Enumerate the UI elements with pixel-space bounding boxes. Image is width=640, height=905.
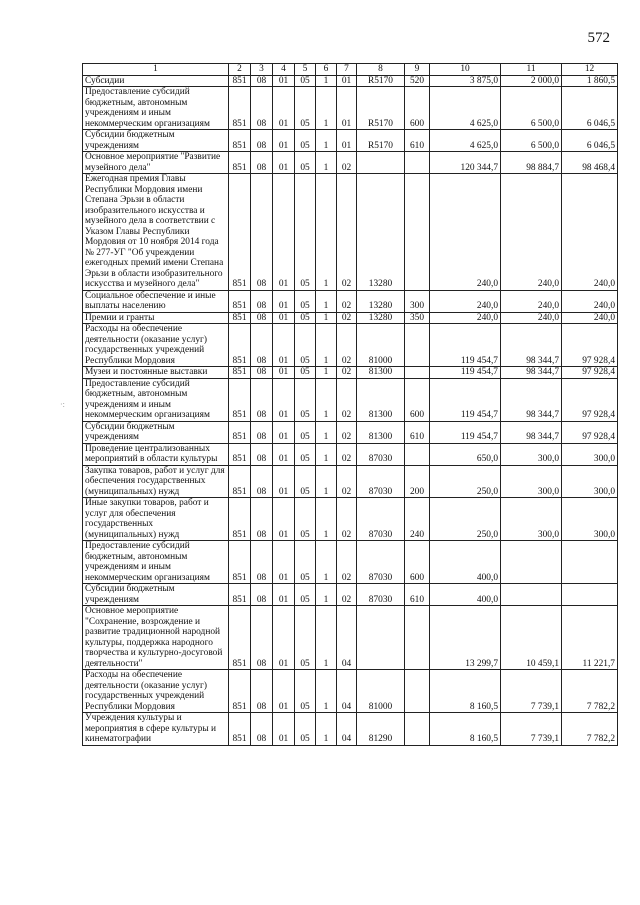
cell-col-4: 01	[273, 606, 295, 670]
cell-col-4: 01	[273, 75, 295, 87]
cell-col-4: 01	[273, 312, 295, 324]
cell-col-4: 01	[273, 443, 295, 465]
cell-col-11: 6 500,0	[501, 87, 562, 130]
table-row	[83, 130, 618, 152]
row-description: Основное мероприятие "Сохранение, возрождение и развитие традиционной народной культуры, поддержка народного творчества и культурно-досуговой деятельности"	[83, 606, 229, 670]
cell-col-11: 98 884,7	[501, 152, 562, 174]
cell-col-9: 610	[405, 584, 430, 606]
cell-col-9	[405, 443, 430, 465]
cell-col-7: 04	[337, 606, 357, 670]
cell-col-8: R5170	[357, 130, 405, 152]
cell-col-10: 119 454,7	[430, 324, 501, 367]
table-row	[83, 421, 618, 443]
cell-col-8: R5170	[357, 75, 405, 87]
cell-col-12: 300,0	[562, 443, 618, 465]
cell-col-7: 02	[337, 541, 357, 584]
cell-col-9: 240	[405, 498, 430, 541]
column-header: 3	[251, 64, 273, 76]
cell-col-8: 81000	[357, 670, 405, 713]
cell-col-8: 13280	[357, 290, 405, 312]
cell-col-6: 1	[316, 290, 337, 312]
cell-col-6: 1	[316, 670, 337, 713]
cell-col-6: 1	[316, 367, 337, 379]
cell-col-11: 7 739,1	[501, 670, 562, 713]
cell-col-9: 600	[405, 541, 430, 584]
row-description: Основное мероприятие "Развитие музейного дела"	[83, 152, 229, 174]
cell-col-5: 05	[295, 670, 316, 713]
cell-col-8: 81300	[357, 367, 405, 379]
cell-col-8: 81300	[357, 378, 405, 421]
row-description: Субсидии бюджетным учреждениям	[83, 421, 229, 443]
table-row	[83, 290, 618, 312]
cell-col-6: 1	[316, 75, 337, 87]
page-number: 572	[587, 30, 610, 46]
table-row	[83, 87, 618, 130]
row-description: Иные закупки товаров, работ и услуг для обеспечения государственных (муниципальных) нужд	[83, 498, 229, 541]
cell-col-5: 05	[295, 324, 316, 367]
cell-col-8: 81000	[357, 324, 405, 367]
column-header: 1	[83, 64, 229, 76]
scan-artifact: ·:	[60, 400, 65, 409]
cell-col-12: 97 928,4	[562, 421, 618, 443]
row-description: Предоставление субсидий бюджетным, автономным учреждениям и иным некоммерческим организациям	[83, 87, 229, 130]
cell-col-10: 400,0	[430, 584, 501, 606]
cell-col-7: 02	[337, 152, 357, 174]
table-row	[83, 174, 618, 291]
cell-col-5: 05	[295, 130, 316, 152]
cell-col-9: 610	[405, 130, 430, 152]
cell-col-2: 851	[229, 367, 251, 379]
cell-col-7: 01	[337, 87, 357, 130]
cell-col-3: 08	[251, 498, 273, 541]
cell-col-8	[357, 606, 405, 670]
cell-col-3: 08	[251, 290, 273, 312]
cell-col-11: 6 500,0	[501, 130, 562, 152]
cell-col-12: 97 928,4	[562, 367, 618, 379]
table-header-row	[83, 64, 618, 76]
cell-col-2: 851	[229, 378, 251, 421]
cell-col-10: 119 454,7	[430, 421, 501, 443]
cell-col-9: 300	[405, 290, 430, 312]
cell-col-12	[562, 584, 618, 606]
cell-col-12: 6 046,5	[562, 87, 618, 130]
cell-col-11: 240,0	[501, 174, 562, 291]
cell-col-4: 01	[273, 465, 295, 498]
column-header: 8	[357, 64, 405, 76]
cell-col-5: 05	[295, 584, 316, 606]
cell-col-3: 08	[251, 130, 273, 152]
cell-col-3: 08	[251, 421, 273, 443]
cell-col-4: 01	[273, 498, 295, 541]
column-header: 12	[562, 64, 618, 76]
cell-col-12: 300,0	[562, 465, 618, 498]
cell-col-11: 300,0	[501, 443, 562, 465]
table-row	[83, 324, 618, 367]
cell-col-12: 240,0	[562, 174, 618, 291]
cell-col-9	[405, 713, 430, 746]
row-description: Социальное обеспечение и иные выплаты населению	[83, 290, 229, 312]
cell-col-3: 08	[251, 465, 273, 498]
cell-col-6: 1	[316, 584, 337, 606]
cell-col-9	[405, 670, 430, 713]
cell-col-9: 350	[405, 312, 430, 324]
cell-col-6: 1	[316, 312, 337, 324]
cell-col-10: 8 160,5	[430, 713, 501, 746]
cell-col-10: 119 454,7	[430, 378, 501, 421]
cell-col-2: 851	[229, 606, 251, 670]
cell-col-10: 650,0	[430, 443, 501, 465]
cell-col-5: 05	[295, 443, 316, 465]
cell-col-10: 120 344,7	[430, 152, 501, 174]
cell-col-8: R5170	[357, 87, 405, 130]
cell-col-7: 02	[337, 443, 357, 465]
cell-col-3: 08	[251, 670, 273, 713]
row-description: Субсидии бюджетным учреждениям	[83, 130, 229, 152]
cell-col-2: 851	[229, 670, 251, 713]
cell-col-7: 02	[337, 465, 357, 498]
cell-col-4: 01	[273, 421, 295, 443]
cell-col-4: 01	[273, 152, 295, 174]
cell-col-4: 01	[273, 541, 295, 584]
cell-col-9: 600	[405, 87, 430, 130]
cell-col-3: 08	[251, 584, 273, 606]
cell-col-3: 08	[251, 75, 273, 87]
cell-col-7: 02	[337, 584, 357, 606]
cell-col-4: 01	[273, 290, 295, 312]
cell-col-5: 05	[295, 75, 316, 87]
cell-col-10: 4 625,0	[430, 130, 501, 152]
cell-col-6: 1	[316, 498, 337, 541]
cell-col-12: 300,0	[562, 498, 618, 541]
cell-col-6: 1	[316, 324, 337, 367]
row-description: Расходы на обеспечение деятельности (оказание услуг) государственных учреждений Республики Мордовия	[83, 670, 229, 713]
cell-col-3: 08	[251, 152, 273, 174]
cell-col-4: 01	[273, 378, 295, 421]
cell-col-9: 520	[405, 75, 430, 87]
column-header: 11	[501, 64, 562, 76]
row-description: Закупка товаров, работ и услуг для обеспечения государственных (муниципальных) нужд	[83, 465, 229, 498]
table-row	[83, 75, 618, 87]
column-header: 9	[405, 64, 430, 76]
row-description: Расходы на обеспечение деятельности (оказание услуг) государственных учреждений Республики Мордовия	[83, 324, 229, 367]
cell-col-2: 851	[229, 324, 251, 367]
cell-col-5: 05	[295, 174, 316, 291]
cell-col-6: 1	[316, 443, 337, 465]
cell-col-9	[405, 606, 430, 670]
row-description: Субсидии бюджетным учреждениям	[83, 584, 229, 606]
cell-col-3: 08	[251, 541, 273, 584]
cell-col-2: 851	[229, 584, 251, 606]
cell-col-3: 08	[251, 324, 273, 367]
cell-col-11: 98 344,7	[501, 421, 562, 443]
cell-col-2: 851	[229, 443, 251, 465]
column-header: 7	[337, 64, 357, 76]
cell-col-7: 02	[337, 378, 357, 421]
cell-col-6: 1	[316, 421, 337, 443]
cell-col-5: 05	[295, 152, 316, 174]
cell-col-4: 01	[273, 713, 295, 746]
cell-col-3: 08	[251, 367, 273, 379]
cell-col-11	[501, 584, 562, 606]
cell-col-3: 08	[251, 174, 273, 291]
cell-col-11: 300,0	[501, 465, 562, 498]
cell-col-2: 851	[229, 312, 251, 324]
cell-col-8: 87030	[357, 584, 405, 606]
cell-col-6: 1	[316, 713, 337, 746]
cell-col-9: 610	[405, 421, 430, 443]
cell-col-2: 851	[229, 174, 251, 291]
row-description: Ежегодная премия Главы Республики Мордовия имени Степана Эрьзи в области изобразительного искусства и музейного дела в соответствии с Указом Главы Республики Мордовия от 10 ноября 2014 года № 277-УГ "Об учреждении ежегодных премий имени Степана Эрьзи в области изобразительного искусства и музейного дела"	[83, 174, 229, 291]
table-row	[83, 443, 618, 465]
cell-col-11: 2 000,0	[501, 75, 562, 87]
cell-col-7: 04	[337, 713, 357, 746]
cell-col-12: 6 046,5	[562, 130, 618, 152]
row-description: Предоставление субсидий бюджетным, автономным учреждениям и иным некоммерческим организациям	[83, 378, 229, 421]
cell-col-2: 851	[229, 290, 251, 312]
cell-col-10: 240,0	[430, 174, 501, 291]
cell-col-7: 02	[337, 367, 357, 379]
cell-col-8: 13280	[357, 174, 405, 291]
cell-col-8: 13280	[357, 312, 405, 324]
cell-col-3: 08	[251, 713, 273, 746]
cell-col-3: 08	[251, 606, 273, 670]
column-header: 6	[316, 64, 337, 76]
cell-col-4: 01	[273, 584, 295, 606]
cell-col-4: 01	[273, 324, 295, 367]
cell-col-4: 01	[273, 367, 295, 379]
cell-col-7: 02	[337, 324, 357, 367]
cell-col-10: 13 299,7	[430, 606, 501, 670]
cell-col-5: 05	[295, 367, 316, 379]
cell-col-9	[405, 367, 430, 379]
cell-col-10: 240,0	[430, 312, 501, 324]
cell-col-5: 05	[295, 541, 316, 584]
cell-col-11: 240,0	[501, 290, 562, 312]
cell-col-7: 02	[337, 421, 357, 443]
cell-col-10: 250,0	[430, 498, 501, 541]
cell-col-12: 1 860,5	[562, 75, 618, 87]
cell-col-6: 1	[316, 174, 337, 291]
cell-col-12: 240,0	[562, 312, 618, 324]
cell-col-10: 119 454,7	[430, 367, 501, 379]
cell-col-8: 87030	[357, 443, 405, 465]
cell-col-4: 01	[273, 87, 295, 130]
cell-col-12: 97 928,4	[562, 324, 618, 367]
row-description: Музеи и постоянные выставки	[83, 367, 229, 379]
column-header: 2	[229, 64, 251, 76]
table-body	[83, 75, 618, 745]
cell-col-8	[357, 152, 405, 174]
cell-col-12: 97 928,4	[562, 378, 618, 421]
cell-col-5: 05	[295, 465, 316, 498]
cell-col-2: 851	[229, 498, 251, 541]
cell-col-5: 05	[295, 312, 316, 324]
table-row	[83, 541, 618, 584]
cell-col-9: 600	[405, 378, 430, 421]
cell-col-12: 11 221,7	[562, 606, 618, 670]
cell-col-3: 08	[251, 443, 273, 465]
cell-col-6: 1	[316, 465, 337, 498]
cell-col-7: 04	[337, 670, 357, 713]
cell-col-6: 1	[316, 541, 337, 584]
cell-col-2: 851	[229, 541, 251, 584]
cell-col-2: 851	[229, 421, 251, 443]
cell-col-6: 1	[316, 87, 337, 130]
cell-col-8: 81290	[357, 713, 405, 746]
cell-col-9	[405, 174, 430, 291]
cell-col-10: 4 625,0	[430, 87, 501, 130]
table-row	[83, 670, 618, 713]
row-description: Премии и гранты	[83, 312, 229, 324]
cell-col-5: 05	[295, 498, 316, 541]
column-header: 10	[430, 64, 501, 76]
cell-col-12: 240,0	[562, 290, 618, 312]
column-header: 4	[273, 64, 295, 76]
table-row	[83, 465, 618, 498]
cell-col-11: 98 344,7	[501, 378, 562, 421]
table-row	[83, 606, 618, 670]
cell-col-2: 851	[229, 130, 251, 152]
cell-col-8: 87030	[357, 498, 405, 541]
cell-col-12: 7 782,2	[562, 713, 618, 746]
cell-col-5: 05	[295, 421, 316, 443]
table-row	[83, 367, 618, 379]
cell-col-10: 8 160,5	[430, 670, 501, 713]
cell-col-10: 240,0	[430, 290, 501, 312]
cell-col-11: 7 739,1	[501, 713, 562, 746]
cell-col-7: 02	[337, 498, 357, 541]
table-row	[83, 584, 618, 606]
table-row	[83, 152, 618, 174]
cell-col-2: 851	[229, 465, 251, 498]
cell-col-5: 05	[295, 290, 316, 312]
row-description: Предоставление субсидий бюджетным, автономным учреждениям и иным некоммерческим организациям	[83, 541, 229, 584]
table-row	[83, 312, 618, 324]
cell-col-6: 1	[316, 130, 337, 152]
cell-col-9	[405, 152, 430, 174]
cell-col-8: 81300	[357, 421, 405, 443]
cell-col-11: 240,0	[501, 312, 562, 324]
cell-col-6: 1	[316, 152, 337, 174]
cell-col-3: 08	[251, 378, 273, 421]
row-description: Проведение централизованных мероприятий в области культуры	[83, 443, 229, 465]
cell-col-7: 02	[337, 290, 357, 312]
cell-col-4: 01	[273, 174, 295, 291]
cell-col-7: 01	[337, 130, 357, 152]
cell-col-10: 250,0	[430, 465, 501, 498]
cell-col-11: 98 344,7	[501, 367, 562, 379]
cell-col-9: 200	[405, 465, 430, 498]
cell-col-11: 10 459,1	[501, 606, 562, 670]
cell-col-7: 01	[337, 75, 357, 87]
cell-col-3: 08	[251, 87, 273, 130]
cell-col-2: 851	[229, 713, 251, 746]
cell-col-3: 08	[251, 312, 273, 324]
row-description: Учреждения культуры и мероприятия в сфере культуры и кинематографии	[83, 713, 229, 746]
cell-col-9	[405, 324, 430, 367]
cell-col-7: 02	[337, 174, 357, 291]
cell-col-12: 7 782,2	[562, 670, 618, 713]
cell-col-11: 98 344,7	[501, 324, 562, 367]
cell-col-4: 01	[273, 670, 295, 713]
cell-col-6: 1	[316, 606, 337, 670]
cell-col-2: 851	[229, 75, 251, 87]
cell-col-6: 1	[316, 378, 337, 421]
column-header: 5	[295, 64, 316, 76]
cell-col-5: 05	[295, 713, 316, 746]
cell-col-2: 851	[229, 87, 251, 130]
cell-col-4: 01	[273, 130, 295, 152]
table-row	[83, 713, 618, 746]
cell-col-7: 02	[337, 312, 357, 324]
cell-col-11: 300,0	[501, 498, 562, 541]
cell-col-12	[562, 541, 618, 584]
cell-col-8: 87030	[357, 465, 405, 498]
cell-col-8: 87030	[357, 541, 405, 584]
cell-col-5: 05	[295, 87, 316, 130]
budget-table	[82, 63, 618, 746]
cell-col-5: 05	[295, 378, 316, 421]
cell-col-5: 05	[295, 606, 316, 670]
cell-col-10: 3 875,0	[430, 75, 501, 87]
cell-col-11	[501, 541, 562, 584]
cell-col-10: 400,0	[430, 541, 501, 584]
cell-col-12: 98 468,4	[562, 152, 618, 174]
table-row	[83, 378, 618, 421]
cell-col-2: 851	[229, 152, 251, 174]
table-row	[83, 498, 618, 541]
row-description: Субсидии	[83, 75, 229, 87]
